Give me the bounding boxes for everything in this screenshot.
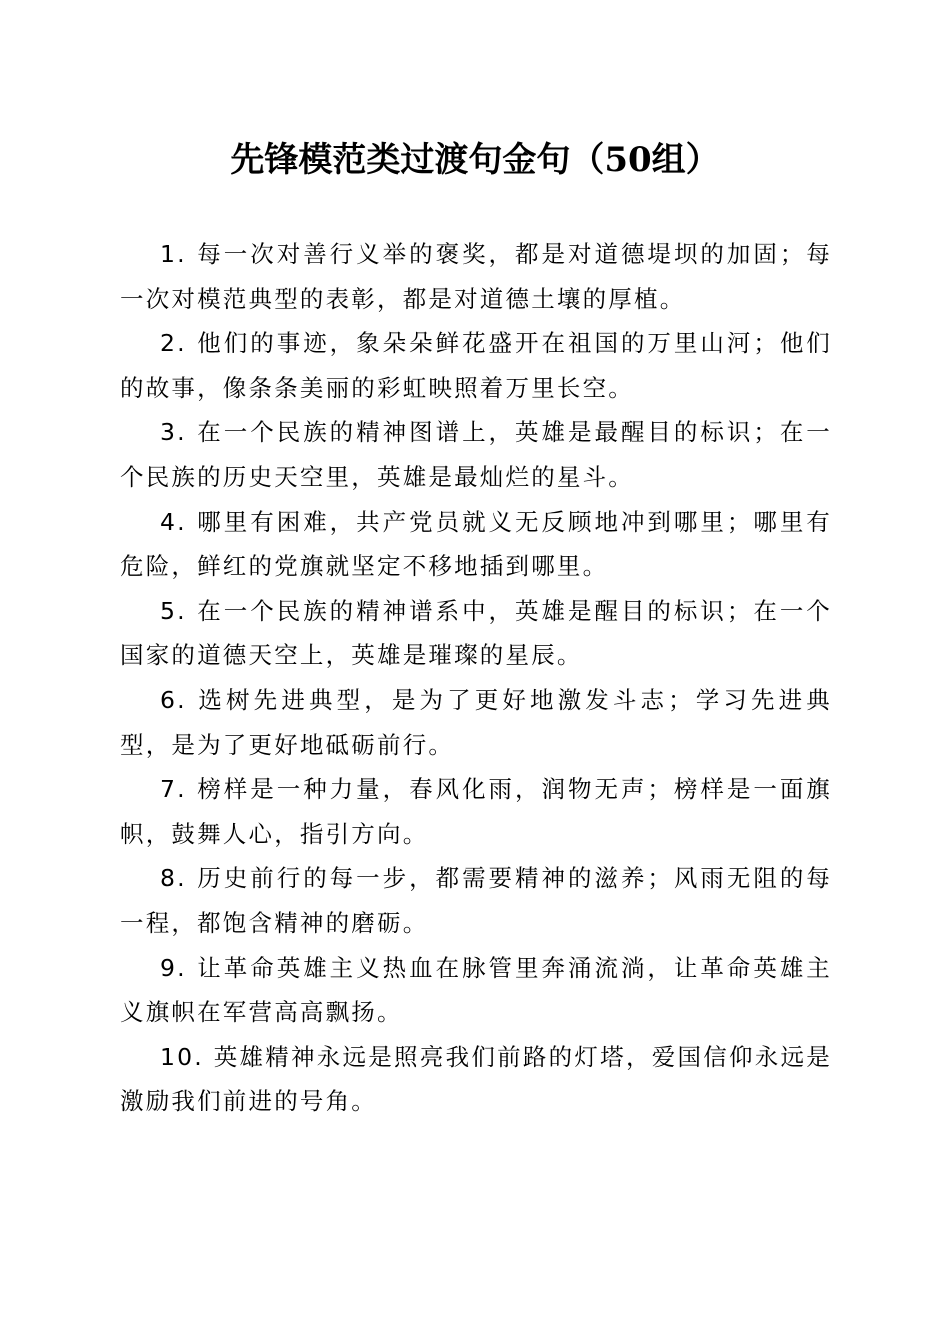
paragraph-6: 6. 选树先进典型，是为了更好地激发斗志；学习先进典型，是为了更好地砥砺前行。 bbox=[120, 685, 832, 759]
document-body bbox=[120, 232, 832, 1124]
document-title: 先锋模范类过渡句金句（50组） bbox=[230, 140, 720, 180]
paragraph-10: 10. 英雄精神永远是照亮我们前路的灯塔，爱国信仰永远是激励我们前进的号角。 bbox=[120, 1042, 832, 1116]
paragraph-1: 1. 每一次对善行义举的褒奖，都是对道德堤坝的加固；每一次对模范典型的表彰，都是对道德土壤的厚植。 bbox=[120, 240, 832, 313]
paragraph-5: 5. 在一个民族的精神谱系中，英雄是醒目的标识；在一个国家的道德天空上，英雄是璀璨的星辰。 bbox=[120, 596, 832, 670]
paragraph-2: 2. 他们的事迹，象朵朵鲜花盛开在祖国的万里山河；他们的故事，像条条美丽的彩虹映照着万里长空。 bbox=[120, 329, 832, 402]
paragraph-3: 3. 在一个民族的精神图谱上，英雄是最醒目的标识；在一个民族的历史天空里，英雄是最灿烂的星斗。 bbox=[120, 418, 832, 491]
paragraph-9: 9. 让革命英雄主义热血在脉管里奔涌流淌，让革命英雄主义旗帜在军营高高飘扬。 bbox=[120, 953, 832, 1027]
paragraph-4: 4. 哪里有困难，共产党员就义无反顾地冲到哪里；哪里有危险，鲜红的党旗就坚定不移地插到哪里。 bbox=[120, 507, 832, 581]
paragraph-7: 7. 榜样是一种力量，春风化雨，润物无声；榜样是一面旗帜，鼓舞人心，指引方向。 bbox=[120, 775, 832, 848]
paragraph-8: 8. 历史前行的每一步，都需要精神的滋养；风雨无阻的每一程，都饱含精神的磨砺。 bbox=[120, 864, 832, 937]
